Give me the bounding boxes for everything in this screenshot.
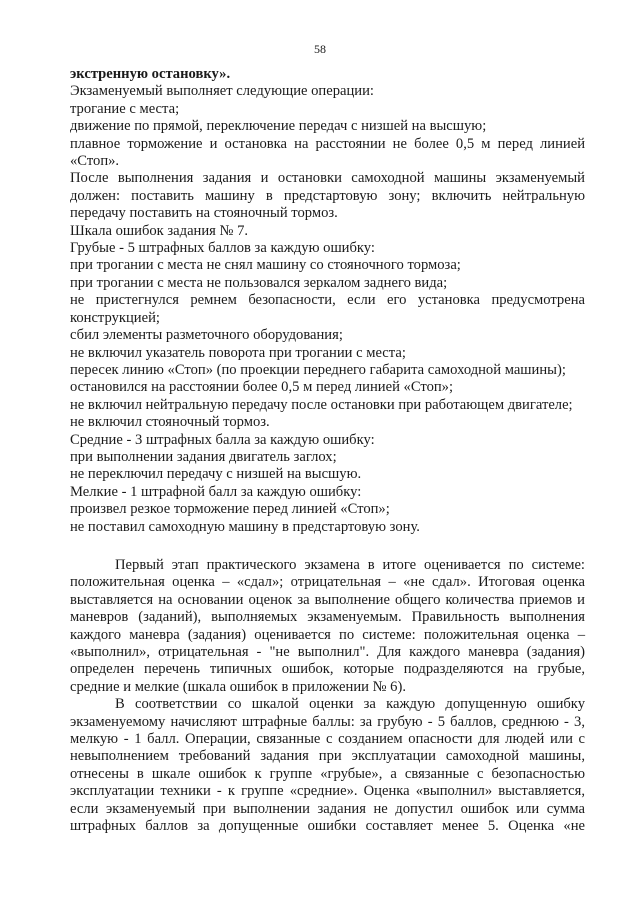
- paragraph-line: определен перечень типичных ошибок, которые подразделяются на грубые,: [70, 661, 585, 678]
- text-line: движение по прямой, переключение передач с низшей на высшую;: [70, 118, 487, 135]
- paragraph-line: отнесены в шкале ошибок к группе «грубые», а связанные с безопасностью: [70, 765, 585, 782]
- list-item: остановился на расстоянии более 0,5 м перед линией «Стоп»;: [70, 379, 454, 396]
- list-item: пересек линию «Стоп» (по проекции переднего габарита самоходной машины);: [70, 361, 566, 378]
- paragraph-line: если экзаменуемый при выполнении задания не допустил ошибок или сумма: [70, 800, 585, 817]
- list-item: при трогании с места не снял машину со стояночного тормоза;: [70, 257, 461, 274]
- paragraph-line: эксплуатации техники - к группе «средние». Оценка «выполнил» выставляется,: [70, 783, 585, 800]
- paragraph-line: выставляется на основании оценок за выполнение общего количества приемов и: [70, 591, 585, 608]
- list-item: не пристегнулся ремнем безопасности, если его установка предусмотрена: [70, 292, 585, 309]
- paragraph-line: невыполнением требований задания при эксплуатации самоходной машины,: [70, 748, 585, 765]
- minor-errors-title: Мелкие - 1 штрафной балл за каждую ошибку:: [70, 483, 362, 500]
- text-line: «Стоп».: [70, 153, 120, 170]
- list-item: не включил указатель поворота при трогании с места;: [70, 344, 406, 361]
- text-line: должен: поставить машину в предстартовую зону; включить нейтральную: [70, 187, 585, 204]
- paragraph-line: «выполнил», отрицательная - "не выполнил". Для каждого маневра (задания): [70, 644, 585, 660]
- heading-continuation: экстренную остановку».: [70, 66, 231, 82]
- paragraph-penalty-points: [70, 696, 585, 835]
- paragraph-line: штрафных баллов за допущенные ошибки составляет менее 5. Оценка «не: [70, 818, 585, 835]
- paragraph-line: средние и мелкие (шкала ошибок в приложении № 6).: [70, 678, 406, 695]
- paragraph-line: маневров (заданий), выполняемых экзаменуемым. Правильность выполнения: [70, 609, 585, 626]
- list-item: не включил стояночный тормоз.: [70, 414, 270, 431]
- paragraph-line: мелкую - 1 балл. Операции, связанные с созданием опасности для людей или с: [70, 731, 585, 748]
- text-line: После выполнения задания и остановки самоходной машины экзаменуемый: [70, 170, 585, 187]
- text-line: плавное торможение и остановка на расстоянии не более 0,5 м перед линией: [70, 135, 585, 152]
- page-number: 58: [314, 42, 326, 56]
- list-item: не переключил передачу с низшей на высшую.: [70, 466, 362, 483]
- list-item: конструкцией;: [70, 309, 160, 326]
- paragraph-gap: [70, 536, 585, 557]
- list-item: сбил элементы разметочного оборудования;: [70, 327, 343, 344]
- list-item: при трогании с места не пользовался зеркалом заднего вида;: [70, 274, 448, 291]
- paragraph-evaluation-system: [70, 557, 585, 696]
- page-body: [70, 66, 585, 835]
- text-line: трогание с места;: [70, 100, 180, 117]
- paragraph-line: В соответствии со шкалой оценки за каждую допущенную ошибку: [115, 696, 585, 713]
- list-item: не включил нейтральную передачу после остановки при работающем двигателе;: [70, 396, 573, 413]
- text-line: передачу поставить на стояночный тормоз.: [70, 205, 338, 222]
- list-item: при выполнении задания двигатель заглох;: [70, 448, 337, 465]
- paragraph-line: экзаменуемому начисляют штрафные баллы: за грубую - 5 баллов, среднюю - 3,: [70, 713, 585, 730]
- paragraph-line: каждого маневра (задания) оценивается по системе: положительная оценка –: [70, 626, 585, 643]
- paragraph-line: Первый этап практического экзамена в итоге оценивается по системе:: [115, 556, 585, 573]
- text-line: Экзаменуемый выполняет следующие операции:: [70, 83, 374, 100]
- rough-errors-title: Грубые - 5 штрафных баллов за каждую ошибку:: [70, 240, 375, 257]
- list-item: произвел резкое торможение перед линией «Стоп»;: [70, 501, 390, 518]
- medium-errors-title: Средние - 3 штрафных балла за каждую ошибку:: [70, 431, 375, 448]
- paragraph-line: положительная оценка – «сдал»; отрицательная – «не сдал». Итоговая оценка: [70, 574, 585, 591]
- list-item: не поставил самоходную машину в предстартовую зону.: [70, 518, 420, 535]
- scale-title: Шкала ошибок задания № 7.: [70, 222, 249, 239]
